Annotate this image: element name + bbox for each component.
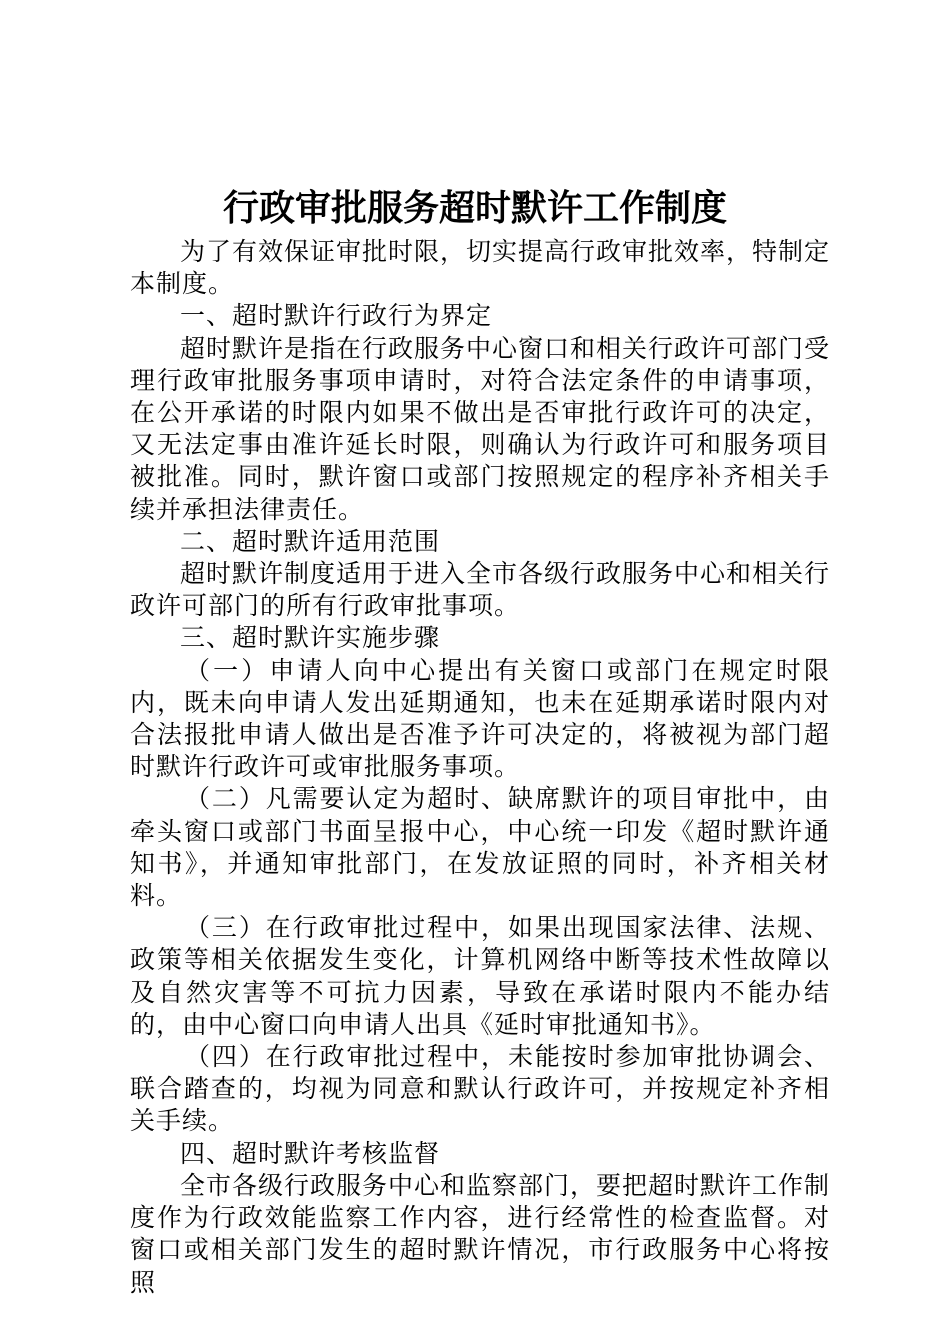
document-body <box>130 236 830 1299</box>
section-heading-4: 四、超时默许考核监督 <box>180 1138 441 1168</box>
paragraph-supervision: 全市各级行政服务中心和监察部门，要把超时默许工作制度作为行政效能监察工作内容，进行经常性的检查监督。对窗口或相关部门发生的超时默许情况，市行政服务中心将按照 <box>130 1170 831 1297</box>
paragraph-definition: 超时默许是指在行政服务中心窗口和相关行政许可部门受理行政审批服务事项申请时，对符合法定条件的申请事项，在公开承诺的时限内如果不做出是否审批行政许可的决定，又无法定事由准许延长时限，则确认为行政许可和服务项目被批准。同时，默许窗口或部门按照规定的程序补齐相关手续并承担法律责任。 <box>130 333 831 524</box>
paragraph-step-1: （一）申请人向中心提出有关窗口或部门在规定时限内，既未向申请人发出延期通知，也未在延期承诺时限内对合法报批申请人做出是否准予许可决定的，将被视为部门超时默许行政许可或审批服务事项。 <box>130 655 830 782</box>
paragraph-intro: 为了有效保证审批时限，切实提高行政审批效率，特制定本制度。 <box>130 237 831 299</box>
paragraph-step-4: （四）在行政审批过程中，未能按时参加审批协调会、联合踏查的，均视为同意和默认行政许可，并按规定补齐相关手续。 <box>130 1042 830 1136</box>
section-heading-3: 三、超时默许实施步骤 <box>180 623 441 653</box>
paragraph-scope: 超时默许制度适用于进入全市各级行政服务中心和相关行政许可部门的所有行政审批事项。 <box>130 559 831 621</box>
paragraph-step-3: （三）在行政审批过程中，如果出现国家法律、法规、政策等相关依据发生变化，计算机网络中断等技术性故障以及自然灾害等不可抗力因素，导致在承诺时限内不能办结的，由中心窗口向申请人出具《延时审批通知书》。 <box>130 913 830 1039</box>
document-title: 行政审批服务超时默许工作制度 <box>222 187 727 229</box>
section-heading-2: 二、超时默许适用范围 <box>180 526 441 556</box>
paragraph-step-2: （二）凡需要认定为超时、缺席默许的项目审批中，由牵头窗口或部门书面呈报中心，中心统一印发《超时默许通知书》，并通知审批部门，在发放证照的同时，补齐相关材料。 <box>130 784 830 911</box>
section-heading-1: 一、超时默许行政行为界定 <box>180 301 493 331</box>
